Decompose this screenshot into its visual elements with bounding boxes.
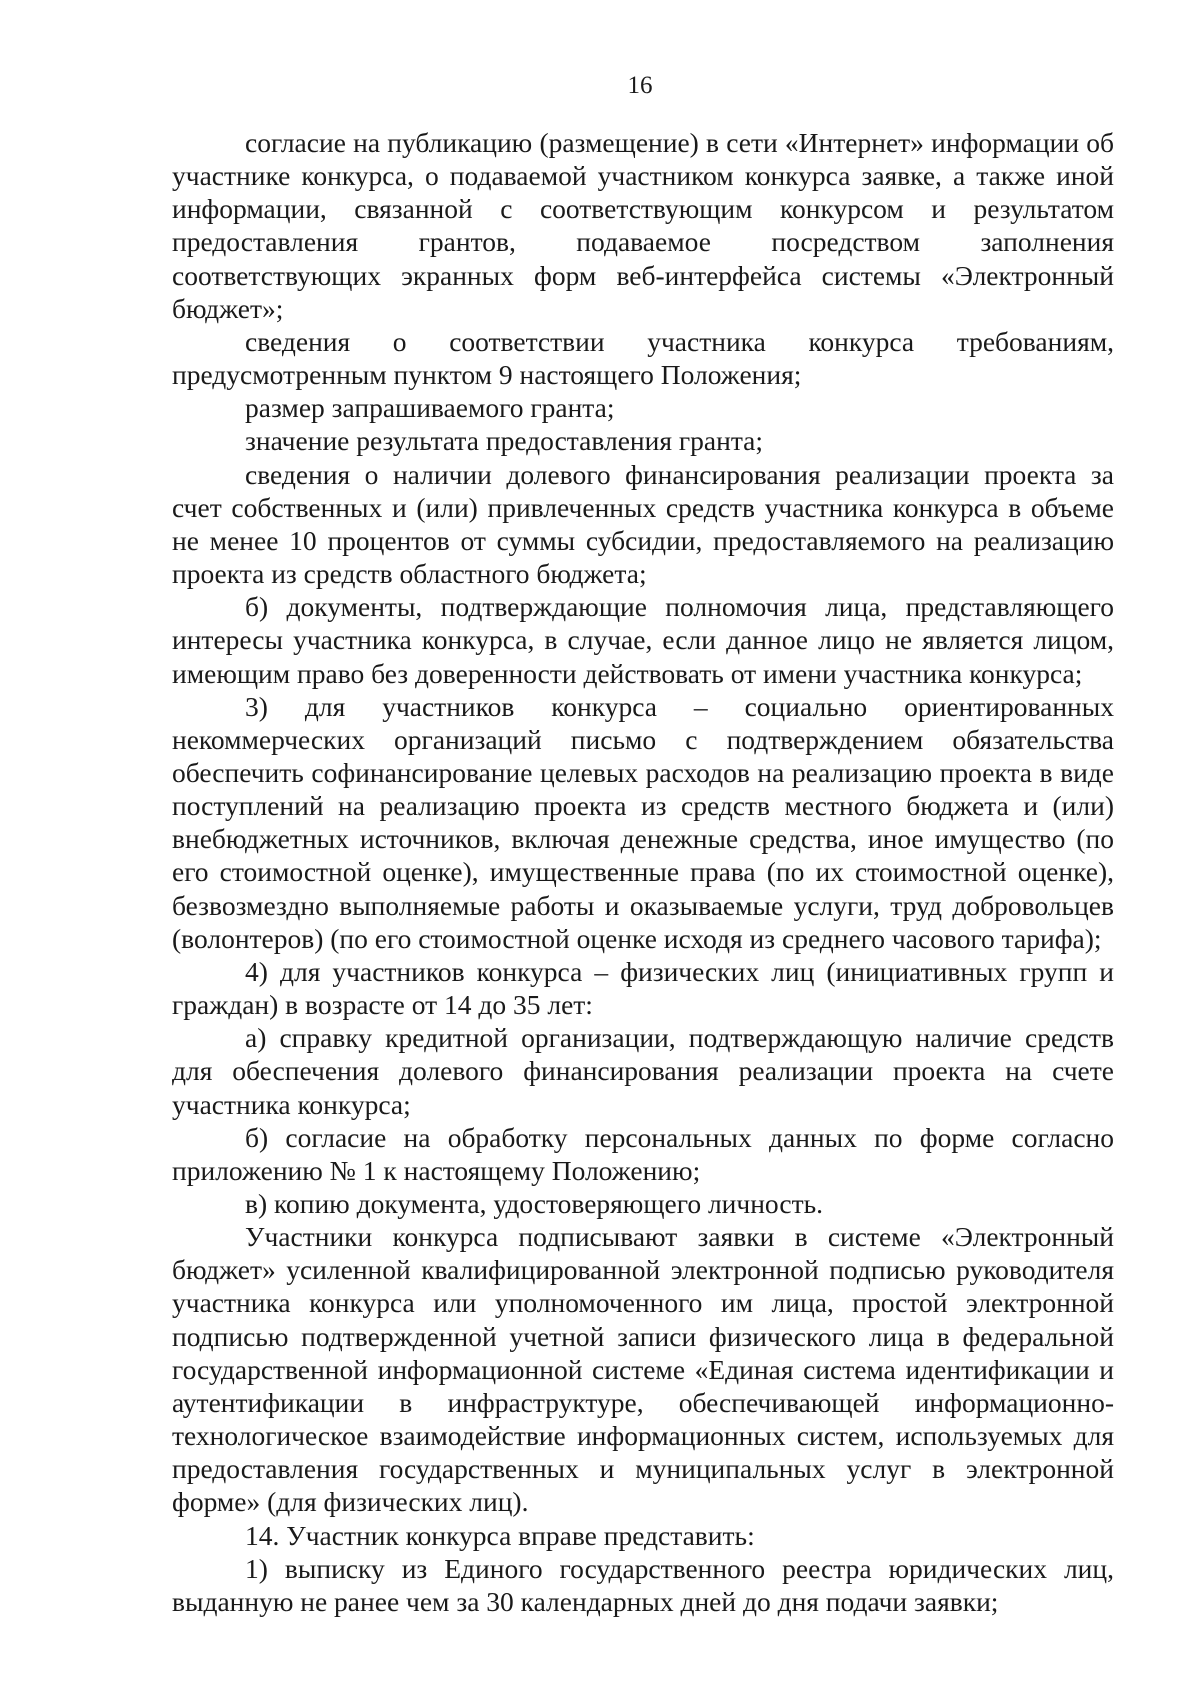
page-number: 16 bbox=[627, 72, 653, 99]
paragraph-compliance-info: сведения о соответствии участника конкурса требованиям, предусмотренным пунктом 9 настоящего Положения; bbox=[172, 325, 1114, 391]
paragraph-egrul-extract: 1) выписку из Единого государственного реестра юридических лиц, выданную не ранее чем за 30 календарных дней до дня подачи заявки; bbox=[172, 1552, 1114, 1617]
paragraph-grant-size: размер запрашиваемого гранта; bbox=[245, 392, 615, 424]
paragraph-authority-documents: б) документы, подтверждающие полномочия лица, представляющего интересы участника конкурса, в случае, если данное лицо не является лицом, имеющим право без доверенности действовать от имени участника конкурса; bbox=[172, 591, 1114, 689]
paragraph-grant-result: значение результата предоставления гранта; bbox=[245, 425, 764, 457]
paragraph-section-14: 14. Участник конкурса вправе представить: bbox=[245, 1519, 755, 1551]
paragraph-consent-publication: согласие на публикацию (размещение) в сети «Интернет» информации об участнике конкурса, о подаваемой участником конкурса заявке, а также иной информации, связанной с соответствующим конкурсом и результатом предоставления грантов, подаваемое посредством заполнения соответствующих экранных форм веб-интерфейса системы «Электронный бюджет»; bbox=[172, 127, 1114, 324]
paragraph-co-financing: сведения о наличии долевого финансирования реализации проекта за счет собственных и (или) привлеченных средств участника конкурса в объеме не менее 10 процентов от суммы субсидии, предоставляемого на реализацию проекта из средств областного бюджета; bbox=[172, 458, 1114, 590]
paragraph-item-3-nko: 3) для участников конкурса – социально ориентированных некоммерческих организаций письмо с подтверждением обязательства обеспечить софинансирование целевых расходов на реализацию проекта в виде поступлений на реализацию проекта из средств местного бюджета и (или) внебюджетных источников, включая денежные средства, иное имущество (по его стоимостной оценке), имущественные права (по их стоимостной оценке), безвозмездно выполняемые работы и оказываемые услуги, труд добровольцев (волонтеров) (по его стоимостной оценке исходя из среднего часового тарифа); bbox=[172, 690, 1114, 954]
document-body bbox=[172, 126, 1114, 1618]
paragraph-electronic-signature: Участники конкурса подписывают заявки в системе «Электронный бюджет» усиленной квалифицированной электронной подписью руководителя участника конкурса или уполномоченного им лица, простой электронной подписью подтвержденной учетной записи физического лица в федеральной государственной информационной системе «Единая система идентификации и аутентификации в инфраструктуре, обеспечивающей информационно-технологическое взаимодействие информационных систем, используемых для предоставления государственных и муниципальных услуг в электронной форме» (для физических лиц). bbox=[172, 1221, 1114, 1518]
paragraph-bank-statement: а) справку кредитной организации, подтверждающую наличие средств для обеспечения долевого финансирования реализации проекта на счете участника конкурса; bbox=[172, 1022, 1114, 1120]
paragraph-item-4-individuals: 4) для участников конкурса – физических лиц (инициативных групп и граждан) в возрасте от 14 до 35 лет: bbox=[172, 955, 1114, 1021]
paragraph-personal-data-consent: б) согласие на обработку персональных данных по форме согласно приложению № 1 к настоящему Положению; bbox=[172, 1121, 1114, 1186]
paragraph-id-copy: в) копию документа, удостоверяющего личность. bbox=[245, 1188, 824, 1219]
